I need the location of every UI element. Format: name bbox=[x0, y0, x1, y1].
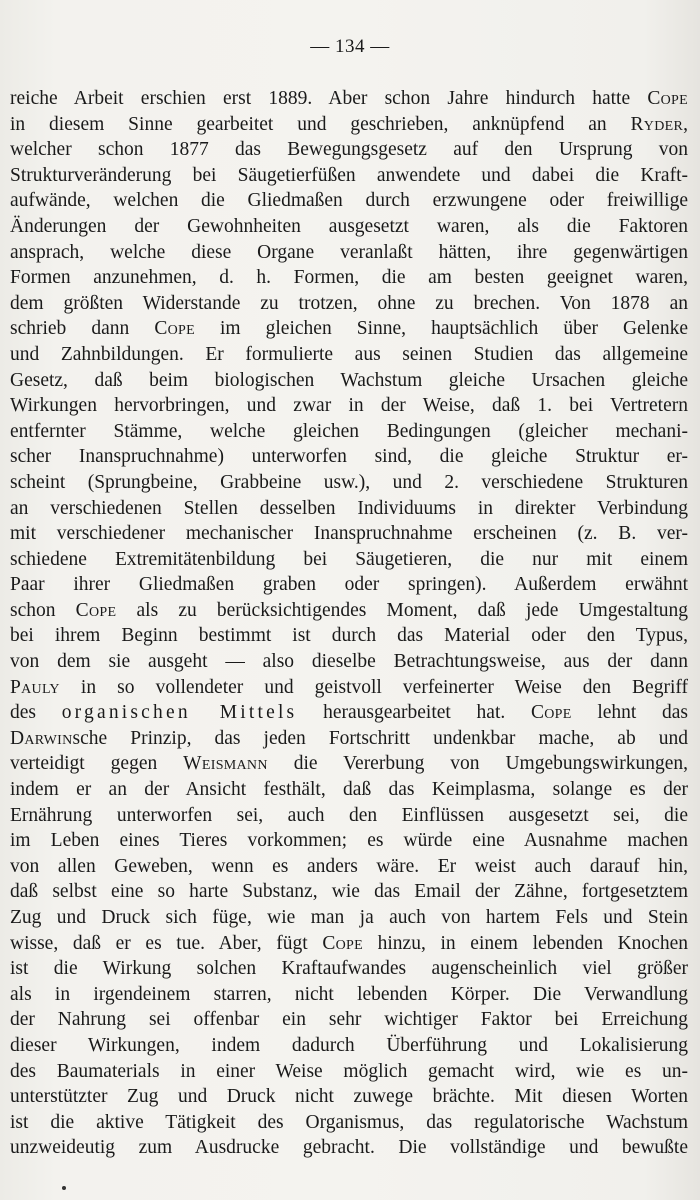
text-line: im Leben eines Tieres vorkommen; es würde eine Ausnahme machen bbox=[10, 830, 688, 852]
text-line: an verschiedenen Stellen desselben Individuums in direkter Verbindung bbox=[10, 497, 688, 519]
text-line: entfernter Stämme, welche gleichen Bedingungen (gleicher mechani- bbox=[10, 420, 688, 442]
text-line: mit verschiedener mechanischer Inanspruchnahme erscheinen (z. B. ver- bbox=[10, 523, 688, 545]
text-line: der Nahrung sei offenbar ein sehr wichtiger Faktor bei Erreichung bbox=[10, 1009, 688, 1031]
text-line: wisse, daß er es tue. Aber, fügt Cope hinzu, in einem lebenden Knochen bbox=[10, 932, 688, 954]
text-line: Strukturveränderung bei Säugetierfüßen anwendete und dabei die Kraft- bbox=[10, 164, 688, 186]
text-line: indem er an der Ansicht festhält, daß das Keimplasma, solange es der bbox=[10, 779, 688, 801]
text-line: reiche Arbeit erschien erst 1889. Aber schon Jahre hindurch hatte Cope bbox=[10, 88, 688, 109]
text-line: schrieb dann Cope im gleichen Sinne, hauptsächlich über Gelenke bbox=[10, 318, 688, 340]
text-line: Ernährung unterworfen sei, auch den Einflüssen ausgesetzt sei, die bbox=[10, 804, 688, 826]
body-text bbox=[10, 86, 688, 1161]
page-number: — 134 — bbox=[310, 36, 390, 57]
text-line: Zug und Druck sich füge, wie man ja auch von hartem Fels und Stein bbox=[10, 907, 688, 928]
text-line: Pauly in so vollendeter und geistvoll verfeinerter Weise den Begriff bbox=[10, 676, 688, 698]
text-line: bei ihrem Beginn bestimmt ist durch das Material oder den Typus, bbox=[10, 625, 688, 647]
text-line: dem größten Widerstande zu trotzen, ohne zu brechen. Von 1878 an bbox=[10, 292, 688, 314]
text-line: des organischen Mittels herausgearbeitet hat. Cope lehnt das bbox=[10, 702, 688, 724]
text-line: schiedene Extremitätenbildung bei Säugetieren, die nur mit einem bbox=[10, 548, 688, 570]
text-line: ist die aktive Tätigkeit des Organismus, das regulatorische Wachstum bbox=[10, 1111, 688, 1133]
text-line: von allen Geweben, wenn es anders wäre. Er weist auch darauf hin, bbox=[10, 855, 688, 877]
text-line: Paar ihrer Gliedmaßen graben oder springen). Außerdem erwähnt bbox=[10, 574, 688, 596]
text-line: schon Cope als zu berücksichtigendes Moment, daß jede Umgestaltung bbox=[10, 599, 688, 621]
text-line: Änderungen der Gewohnheiten ausgesetzt waren, als die Faktoren bbox=[10, 215, 688, 237]
text-line: und Zahnbildungen. Er formulierte aus seinen Studien das allgemeine bbox=[10, 343, 688, 365]
text-line: scher Inanspruchnahme) unterworfen sind, die gleiche Struktur er- bbox=[10, 446, 688, 468]
text-line: als in irgendeinem starren, nicht lebenden Körper. Die Verwandlung bbox=[10, 983, 688, 1005]
text-line: unzweideutig zum Ausdrucke gebracht. Die vollständige und bewußte bbox=[10, 1137, 688, 1159]
text-line: des Baumaterials in einer Weise möglich gemacht wird, wie es un- bbox=[10, 1060, 688, 1082]
text-line: aufwände, welchen die Gliedmaßen durch erzwungene oder freiwillige bbox=[10, 190, 688, 212]
text-line: Darwinsche Prinzip, das jeden Fortschritt undenkbar mache, ab und bbox=[10, 727, 688, 749]
text-line: verteidigt gegen Weismann die Vererbung von Umgebungswirkungen, bbox=[10, 753, 688, 775]
text-line: von dem sie ausgeht — also dieselbe Betrachtungsweise, aus der dann bbox=[10, 651, 688, 673]
text-line: Wirkungen hervorbringen, und zwar in der Weise, daß 1. bei Vertretern bbox=[10, 395, 688, 417]
text-line: Formen anzunehmen, d. h. Formen, die am besten geeignet waren, bbox=[10, 267, 688, 289]
text-line: welcher schon 1877 das Bewegungsgesetz auf den Ursprung von bbox=[10, 139, 688, 161]
text-line: dieser Wirkungen, indem dadurch Überführung und Lokalisierung bbox=[10, 1034, 688, 1056]
text-line: scheint (Sprungbeine, Grabbeine usw.), und 2. verschiedene Strukturen bbox=[10, 471, 688, 493]
text-line: daß selbst eine so harte Substanz, wie das Email der Zähne, fortgesetztem bbox=[10, 881, 688, 903]
text-line: ansprach, welche diese Organe veranlaßt hätten, ihre gegenwärtigen bbox=[10, 241, 688, 263]
text-line: in diesem Sinne gearbeitet und geschrieben, anknüpfend an Ryder, bbox=[10, 113, 688, 135]
text-line: ist die Wirkung solchen Kraftaufwandes augenscheinlich viel größer bbox=[10, 958, 688, 980]
text-line: Gesetz, daß beim biologischen Wachstum gleiche Ursachen gleiche bbox=[10, 369, 688, 391]
text-line: unterstützter Zug und Druck nicht zuwege brächte. Mit diesen Worten bbox=[10, 1086, 688, 1108]
print-speck bbox=[62, 1186, 66, 1190]
